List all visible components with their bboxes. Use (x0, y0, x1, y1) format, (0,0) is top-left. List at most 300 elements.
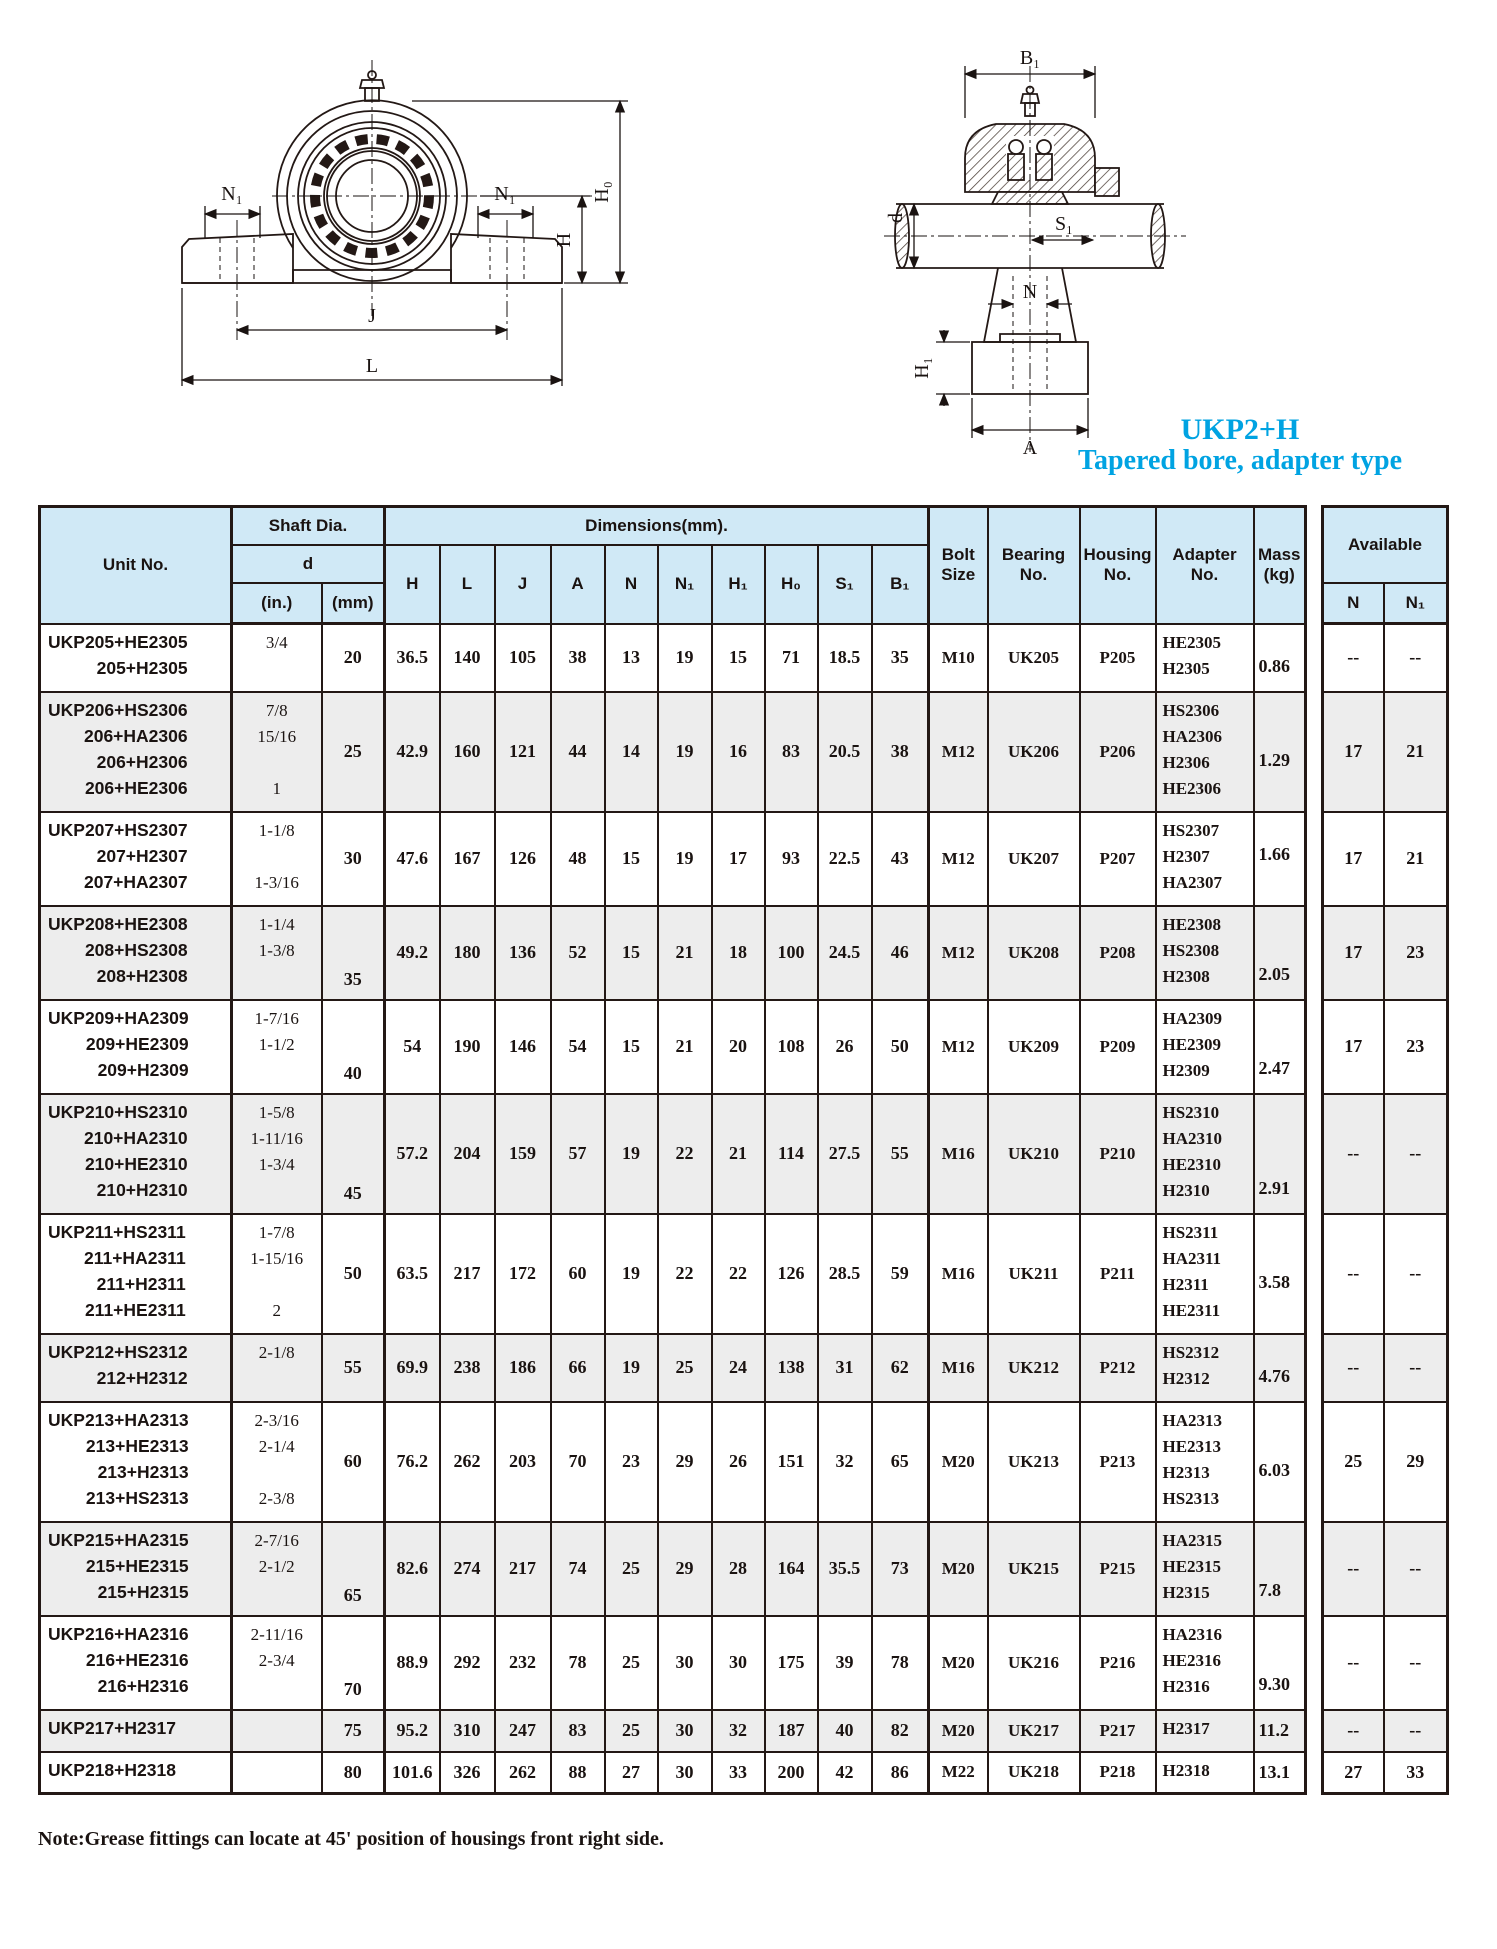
available-n-cell: -- (1323, 1334, 1384, 1402)
dim-value-cell: 25 (605, 1522, 658, 1616)
table-row (40, 1214, 1306, 1334)
dim-label-n1-left: N₁ (221, 183, 243, 205)
dim-value-cell: 25 (605, 1616, 658, 1710)
dim-value-cell: 146 (495, 1000, 551, 1094)
dim-value-cell: 27.5 (818, 1094, 872, 1214)
dim-value-cell: 82 (872, 1710, 929, 1752)
dim-value-cell: 160 (440, 692, 495, 812)
table-row (40, 1000, 1306, 1094)
dim-value-cell: 57.2 (385, 1094, 440, 1214)
bolt-size-cell: M10 (929, 624, 988, 692)
dim-value-cell: 83 (551, 1710, 605, 1752)
dim-value-cell: 22 (712, 1214, 765, 1334)
dim-value-cell: 38 (872, 692, 929, 812)
shaft-dia-mm-cell: 45 (322, 1094, 385, 1214)
dim-value-cell: 38 (551, 624, 605, 692)
dim-value-cell: 217 (440, 1214, 495, 1334)
dim-value-cell: 60 (551, 1214, 605, 1334)
shaft-dia-mm-cell: 80 (322, 1752, 385, 1794)
available-n-cell: -- (1323, 1710, 1384, 1752)
available-row (1323, 692, 1448, 812)
bolt-size-cell: M16 (929, 1334, 988, 1402)
available-row (1323, 1000, 1448, 1094)
dim-value-cell: 95.2 (385, 1710, 440, 1752)
dim-value-cell: 21 (658, 1000, 712, 1094)
available-n1-cell: 29 (1384, 1402, 1448, 1522)
adapter-no-cell: HS2310 HA2310 HE2310 H2310 (1156, 1094, 1254, 1214)
dim-value-cell: 190 (440, 1000, 495, 1094)
bolt-size-cell: M20 (929, 1710, 988, 1752)
dim-value-cell: 70 (551, 1402, 605, 1522)
dim-value-cell: 151 (765, 1402, 818, 1522)
bearing-no-cell: UK218 (988, 1752, 1080, 1794)
shaft-dia-in-cell (232, 1710, 322, 1752)
dim-value-cell: 40 (818, 1710, 872, 1752)
dim-value-cell: 59 (872, 1214, 929, 1334)
dim-value-cell: 136 (495, 906, 551, 1000)
table-row (40, 1710, 1306, 1752)
available-n-cell: -- (1323, 1214, 1384, 1334)
mass-cell: 2.91 (1254, 1094, 1306, 1214)
dim-value-cell: 203 (495, 1402, 551, 1522)
adapter-no-cell: HA2313 HE2313 H2313 HS2313 (1156, 1402, 1254, 1522)
header-bolt-size: Bolt Size (929, 507, 988, 624)
dim-value-cell: 19 (658, 624, 712, 692)
available-n-cell: 25 (1323, 1402, 1384, 1522)
dim-value-cell: 66 (551, 1334, 605, 1402)
dim-value-cell: 78 (551, 1616, 605, 1710)
unit-no-cell: UKP207+HS2307 207+H2307 207+HA2307 (40, 812, 232, 906)
adapter-no-cell: HS2307 H2307 HA2307 (1156, 812, 1254, 906)
series-subtitle: Tapered bore, adapter type (1077, 445, 1403, 476)
available-n1-cell: 23 (1384, 1000, 1448, 1094)
dim-value-cell: 88 (551, 1752, 605, 1794)
shaft-dia-mm-cell: 20 (322, 624, 385, 692)
housing-no-cell: P210 (1080, 1094, 1156, 1214)
available-row (1323, 1522, 1448, 1616)
dim-value-cell: 24.5 (818, 906, 872, 1000)
adapter-no-cell: HS2311 HA2311 H2311 HE2311 (1156, 1214, 1254, 1334)
unit-no-cell: UKP215+HA2315 215+HE2315 215+H2315 (40, 1522, 232, 1616)
header-dim-7: H₁ (712, 545, 765, 624)
dim-value-cell: 46 (872, 906, 929, 1000)
header-adapter-no: Adapter No. (1156, 507, 1254, 624)
dim-value-cell: 74 (551, 1522, 605, 1616)
shaft-dia-in-cell: 1-1/4 1-3/8 (232, 906, 322, 1000)
bolt-size-cell: M20 (929, 1616, 988, 1710)
dim-label-h1: H₁ (911, 357, 933, 379)
dim-value-cell: 42.9 (385, 692, 440, 812)
dim-value-cell: 114 (765, 1094, 818, 1214)
shaft-dia-mm-cell: 35 (322, 906, 385, 1000)
available-n1-cell: -- (1384, 624, 1448, 692)
adapter-no-cell: HE2308 HS2308 H2308 (1156, 906, 1254, 1000)
available-row (1323, 812, 1448, 906)
shaft-dia-mm-cell: 30 (322, 812, 385, 906)
dim-value-cell: 108 (765, 1000, 818, 1094)
dim-value-cell: 126 (495, 812, 551, 906)
spec-table-area (38, 505, 1449, 1795)
dim-value-cell: 262 (495, 1752, 551, 1794)
available-n-cell: 27 (1323, 1752, 1384, 1794)
dim-value-cell: 35.5 (818, 1522, 872, 1616)
header-bearing-no: Bearing No. (988, 507, 1080, 624)
mass-cell: 4.76 (1254, 1334, 1306, 1402)
pillow-block-side-view-drawing (880, 42, 1190, 462)
mass-cell: 11.2 (1254, 1710, 1306, 1752)
dim-value-cell: 32 (712, 1710, 765, 1752)
mass-cell: 1.29 (1254, 692, 1306, 812)
bolt-size-cell: M12 (929, 692, 988, 812)
pillow-block-front-view-drawing (150, 48, 650, 448)
bearing-no-cell: UK210 (988, 1094, 1080, 1214)
unit-no-cell: UKP206+HS2306 206+HA2306 206+H2306 206+HE2306 (40, 692, 232, 812)
mass-cell: 0.86 (1254, 624, 1306, 692)
dim-value-cell: 49.2 (385, 906, 440, 1000)
dim-value-cell: 54 (551, 1000, 605, 1094)
dim-value-cell: 29 (658, 1522, 712, 1616)
dim-value-cell: 238 (440, 1334, 495, 1402)
shaft-dia-in-cell: 2-3/16 2-1/4 2-3/8 (232, 1402, 322, 1522)
available-n-cell: 17 (1323, 812, 1384, 906)
adapter-no-cell: H2318 (1156, 1752, 1254, 1794)
dim-value-cell: 140 (440, 624, 495, 692)
available-n-cell: 17 (1323, 692, 1384, 812)
shaft-dia-in-cell: 1-5/8 1-11/16 1-3/4 (232, 1094, 322, 1214)
dim-label-s1: S₁ (1054, 213, 1074, 235)
housing-no-cell: P207 (1080, 812, 1156, 906)
available-n-cell: -- (1323, 1094, 1384, 1214)
dim-value-cell: 30 (658, 1752, 712, 1794)
dim-value-cell: 23 (605, 1402, 658, 1522)
table-row (40, 1334, 1306, 1402)
adapter-no-cell: HS2312 H2312 (1156, 1334, 1254, 1402)
available-row (1323, 1616, 1448, 1710)
dim-value-cell: 35 (872, 624, 929, 692)
dim-value-cell: 86 (872, 1752, 929, 1794)
available-n1-cell: -- (1384, 1214, 1448, 1334)
available-row (1323, 1094, 1448, 1214)
dim-value-cell: 20.5 (818, 692, 872, 812)
dim-label-j: J (368, 305, 376, 327)
dim-value-cell: 54 (385, 1000, 440, 1094)
dim-value-cell: 19 (605, 1214, 658, 1334)
shaft-dia-mm-cell: 40 (322, 1000, 385, 1094)
dim-value-cell: 172 (495, 1214, 551, 1334)
adapter-no-cell: HS2306 HA2306 H2306 HE2306 (1156, 692, 1254, 812)
dim-value-cell: 100 (765, 906, 818, 1000)
available-n1-cell: -- (1384, 1094, 1448, 1214)
available-n-cell: -- (1323, 624, 1384, 692)
housing-no-cell: P217 (1080, 1710, 1156, 1752)
bearing-no-cell: UK215 (988, 1522, 1080, 1616)
table-row (40, 1752, 1306, 1794)
bearing-no-cell: UK213 (988, 1402, 1080, 1522)
mass-cell: 2.47 (1254, 1000, 1306, 1094)
table-row (40, 906, 1306, 1000)
header-dim-9: S₁ (818, 545, 872, 624)
dim-value-cell: 20 (712, 1000, 765, 1094)
shaft-dia-in-cell: 3/4 (232, 624, 322, 692)
series-caption (1020, 414, 1460, 476)
dim-value-cell: 25 (658, 1334, 712, 1402)
shaft-dia-mm-cell: 55 (322, 1334, 385, 1402)
dim-value-cell: 93 (765, 812, 818, 906)
available-row (1323, 1334, 1448, 1402)
available-n1-cell: 21 (1384, 692, 1448, 812)
bearing-no-cell: UK205 (988, 624, 1080, 692)
adapter-no-cell: H2317 (1156, 1710, 1254, 1752)
header-dim-10: B₁ (872, 545, 929, 624)
dim-value-cell: 32 (818, 1402, 872, 1522)
table-row (40, 624, 1306, 692)
dim-value-cell: 14 (605, 692, 658, 812)
header-dim-6: N₁ (658, 545, 712, 624)
dim-value-cell: 47.6 (385, 812, 440, 906)
dim-value-cell: 21 (658, 906, 712, 1000)
dim-value-cell: 30 (658, 1616, 712, 1710)
dim-value-cell: 52 (551, 906, 605, 1000)
dim-label-d: d (885, 213, 907, 223)
bearing-no-cell: UK217 (988, 1710, 1080, 1752)
bearing-no-cell: UK208 (988, 906, 1080, 1000)
bearing-no-cell: UK212 (988, 1334, 1080, 1402)
header-shaft-dia: Shaft Dia. (232, 507, 385, 546)
dim-value-cell: 15 (712, 624, 765, 692)
dim-value-cell: 69.9 (385, 1334, 440, 1402)
shaft-dia-mm-cell: 70 (322, 1616, 385, 1710)
dim-label-l: L (365, 355, 379, 377)
available-n1-cell: 23 (1384, 906, 1448, 1000)
dim-value-cell: 262 (440, 1402, 495, 1522)
mass-cell: 6.03 (1254, 1402, 1306, 1522)
dim-value-cell: 22 (658, 1094, 712, 1214)
dim-value-cell: 167 (440, 812, 495, 906)
available-table (1321, 505, 1449, 1795)
dim-label-n: N (1022, 281, 1038, 303)
header-unit-no: Unit No. (40, 507, 232, 624)
header-in: (in.) (232, 583, 322, 624)
available-n1-cell: 21 (1384, 812, 1448, 906)
shaft-dia-mm-cell: 25 (322, 692, 385, 812)
header-mass: Mass (kg) (1254, 507, 1306, 624)
housing-no-cell: P208 (1080, 906, 1156, 1000)
mass-cell: 2.05 (1254, 906, 1306, 1000)
bearing-no-cell: UK209 (988, 1000, 1080, 1094)
shaft-dia-in-cell: 2-7/16 2-1/2 (232, 1522, 322, 1616)
dim-value-cell: 18 (712, 906, 765, 1000)
dim-value-cell: 126 (765, 1214, 818, 1334)
shaft-dia-in-cell: 2-1/8 (232, 1334, 322, 1402)
dim-value-cell: 73 (872, 1522, 929, 1616)
shaft-dia-in-cell: 1-1/8 1-3/16 (232, 812, 322, 906)
mass-cell: 7.8 (1254, 1522, 1306, 1616)
bolt-size-cell: M20 (929, 1522, 988, 1616)
bearing-no-cell: UK216 (988, 1616, 1080, 1710)
dim-value-cell: 76.2 (385, 1402, 440, 1522)
dim-value-cell: 310 (440, 1710, 495, 1752)
dim-value-cell: 30 (658, 1710, 712, 1752)
bearing-no-cell: UK207 (988, 812, 1080, 906)
dim-value-cell: 105 (495, 624, 551, 692)
available-n1-cell: -- (1384, 1334, 1448, 1402)
housing-no-cell: P205 (1080, 624, 1156, 692)
dim-value-cell: 232 (495, 1616, 551, 1710)
header-mm: (mm) (322, 583, 385, 624)
bolt-size-cell: M16 (929, 1094, 988, 1214)
dim-label-a: A (1022, 437, 1038, 459)
dim-value-cell: 200 (765, 1752, 818, 1794)
dim-value-cell: 28 (712, 1522, 765, 1616)
dim-value-cell: 50 (872, 1000, 929, 1094)
dim-value-cell: 274 (440, 1522, 495, 1616)
header-avail-n: N (1323, 583, 1384, 624)
shaft-dia-in-cell: 7/8 15/16 1 (232, 692, 322, 812)
unit-no-cell: UKP209+HA2309 209+HE2309 209+H2309 (40, 1000, 232, 1094)
shaft-dia-mm-cell: 50 (322, 1214, 385, 1334)
housing-no-cell: P213 (1080, 1402, 1156, 1522)
dim-value-cell: 25 (605, 1710, 658, 1752)
available-row (1323, 1214, 1448, 1334)
dim-value-cell: 65 (872, 1402, 929, 1522)
shaft-dia-in-cell (232, 1752, 322, 1794)
dim-label-h: H (553, 232, 575, 248)
table-row (40, 1616, 1306, 1710)
lock-nut-section (1095, 168, 1119, 196)
dim-value-cell: 39 (818, 1616, 872, 1710)
dim-value-cell: 326 (440, 1752, 495, 1794)
unit-no-cell: UKP213+HA2313 213+HE2313 213+H2313 213+HS2313 (40, 1402, 232, 1522)
shaft-dia-mm-cell: 75 (322, 1710, 385, 1752)
dim-value-cell: 15 (605, 812, 658, 906)
dim-value-cell: 15 (605, 906, 658, 1000)
dim-value-cell: 55 (872, 1094, 929, 1214)
dim-label-n1-right: N₁ (494, 183, 516, 205)
table-row (40, 1094, 1306, 1214)
dim-value-cell: 247 (495, 1710, 551, 1752)
bolt-size-cell: M12 (929, 906, 988, 1000)
table-row (40, 692, 1306, 812)
available-row (1323, 1710, 1448, 1752)
dim-value-cell: 121 (495, 692, 551, 812)
header-housing-no: Housing No. (1080, 507, 1156, 624)
dim-value-cell: 26 (818, 1000, 872, 1094)
dim-value-cell: 83 (765, 692, 818, 812)
housing-no-cell: P212 (1080, 1334, 1156, 1402)
dim-value-cell: 187 (765, 1710, 818, 1752)
dim-value-cell: 138 (765, 1334, 818, 1402)
dim-value-cell: 16 (712, 692, 765, 812)
table-row (40, 1402, 1306, 1522)
available-n1-cell: -- (1384, 1710, 1448, 1752)
dim-value-cell: 13 (605, 624, 658, 692)
header-available: Available (1323, 507, 1448, 584)
dim-value-cell: 21 (712, 1094, 765, 1214)
bolt-size-cell: M12 (929, 812, 988, 906)
dim-value-cell: 204 (440, 1094, 495, 1214)
available-row (1323, 624, 1448, 692)
housing-no-cell: P215 (1080, 1522, 1156, 1616)
shaft-dia-in-cell: 2-11/16 2-3/4 (232, 1616, 322, 1710)
dim-value-cell: 43 (872, 812, 929, 906)
bolt-size-cell: M12 (929, 1000, 988, 1094)
dim-value-cell: 33 (712, 1752, 765, 1794)
dim-value-cell: 78 (872, 1616, 929, 1710)
dim-value-cell: 48 (551, 812, 605, 906)
dim-value-cell: 164 (765, 1522, 818, 1616)
housing-no-cell: P218 (1080, 1752, 1156, 1794)
housing-no-cell: P211 (1080, 1214, 1156, 1334)
available-n-cell: 17 (1323, 906, 1384, 1000)
table-row (40, 1522, 1306, 1616)
shaft-dia-in-cell: 1-7/8 1-15/16 2 (232, 1214, 322, 1334)
header-dim-2: L (440, 545, 495, 624)
available-row (1323, 906, 1448, 1000)
dim-value-cell: 31 (818, 1334, 872, 1402)
dim-value-cell: 62 (872, 1334, 929, 1402)
header-d: d (232, 545, 385, 583)
housing-no-cell: P209 (1080, 1000, 1156, 1094)
dim-value-cell: 19 (658, 812, 712, 906)
dim-value-cell: 44 (551, 692, 605, 812)
available-n-cell: -- (1323, 1522, 1384, 1616)
unit-no-cell: UKP218+H2318 (40, 1752, 232, 1794)
dim-value-cell: 26 (712, 1402, 765, 1522)
housing-no-cell: P216 (1080, 1616, 1156, 1710)
dim-value-cell: 18.5 (818, 624, 872, 692)
dim-value-cell: 175 (765, 1616, 818, 1710)
footnote: Note:Grease fittings can locate at 45' position of housings front right side. (38, 1828, 664, 1850)
table-row (40, 812, 1306, 906)
dim-value-cell: 19 (605, 1334, 658, 1402)
adapter-no-cell: HA2309 HE2309 H2309 (1156, 1000, 1254, 1094)
dim-value-cell: 71 (765, 624, 818, 692)
dim-value-cell: 36.5 (385, 624, 440, 692)
spec-table (38, 505, 1307, 1795)
shaft-dia-mm-cell: 60 (322, 1402, 385, 1522)
dim-value-cell: 159 (495, 1094, 551, 1214)
unit-no-cell: UKP216+HA2316 216+HE2316 216+H2316 (40, 1616, 232, 1710)
dim-value-cell: 180 (440, 906, 495, 1000)
header-dim-1: H (385, 545, 440, 624)
bearing-no-cell: UK211 (988, 1214, 1080, 1334)
available-n1-cell: -- (1384, 1522, 1448, 1616)
available-n-cell: 17 (1323, 1000, 1384, 1094)
dim-value-cell: 82.6 (385, 1522, 440, 1616)
unit-no-cell: UKP210+HS2310 210+HA2310 210+HE2310 210+H2310 (40, 1094, 232, 1214)
bolt-size-cell: M22 (929, 1752, 988, 1794)
dim-value-cell: 15 (605, 1000, 658, 1094)
dim-value-cell: 17 (712, 812, 765, 906)
available-n-cell: -- (1323, 1616, 1384, 1710)
dim-value-cell: 42 (818, 1752, 872, 1794)
series-title: UKP2+H (1180, 413, 1300, 446)
dim-value-cell: 101.6 (385, 1752, 440, 1794)
unit-no-cell: UKP208+HE2308 208+HS2308 208+H2308 (40, 906, 232, 1000)
bolt-size-cell: M20 (929, 1402, 988, 1522)
dim-value-cell: 24 (712, 1334, 765, 1402)
header-avail-n1: N₁ (1384, 583, 1448, 624)
available-row (1323, 1752, 1448, 1794)
dim-value-cell: 292 (440, 1616, 495, 1710)
bearing-no-cell: UK206 (988, 692, 1080, 812)
header-dim-4: A (551, 545, 605, 624)
unit-no-cell: UKP211+HS2311 211+HA2311 211+H2311 211+HE2311 (40, 1214, 232, 1334)
header-dim-8: H₀ (765, 545, 818, 624)
dim-value-cell: 22.5 (818, 812, 872, 906)
dim-value-cell: 63.5 (385, 1214, 440, 1334)
unit-no-cell: UKP205+HE2305 205+H2305 (40, 624, 232, 692)
